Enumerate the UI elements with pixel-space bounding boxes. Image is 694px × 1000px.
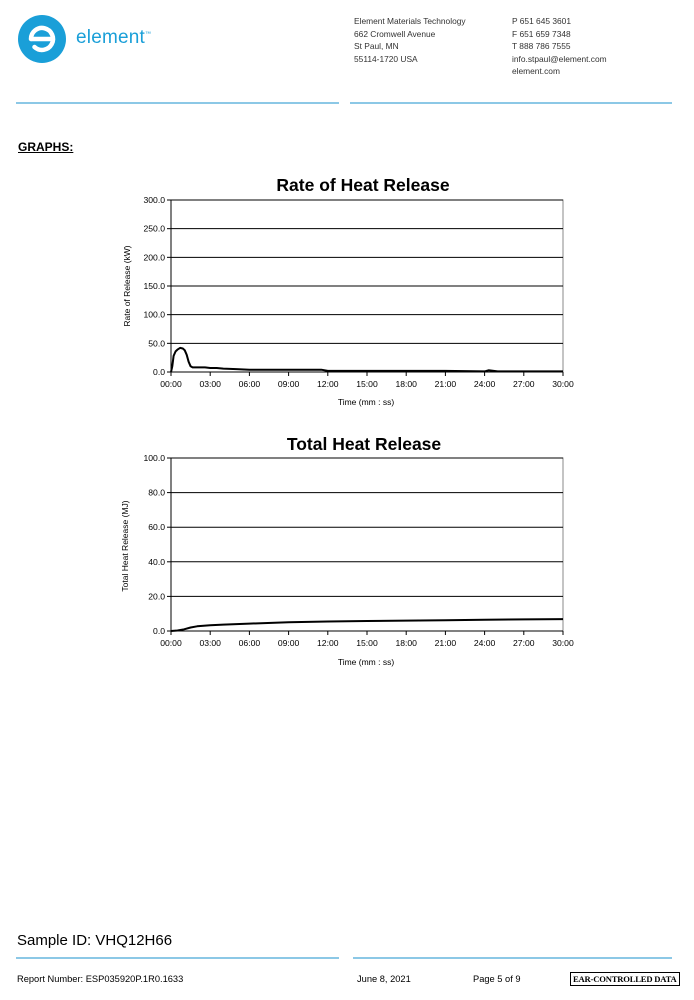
series-line <box>171 348 563 372</box>
x-tick-label: 30:00 <box>552 379 574 389</box>
x-tick-label: 27:00 <box>513 638 535 648</box>
y-tick-label: 200.0 <box>143 252 165 263</box>
header-rule-left <box>16 102 339 104</box>
report-number: Report Number: ESP035920P.1R0.1633 <box>17 974 184 984</box>
x-tick-label: 00:00 <box>160 379 182 389</box>
y-tick-label: 0.0 <box>153 626 165 636</box>
logo-wordmark <box>76 27 151 49</box>
address-line: Element Materials Technology <box>354 16 466 26</box>
total-heat-release-chart <box>0 420 694 680</box>
company-contact <box>512 15 607 78</box>
y-axis-label: Rate of Release (kW) <box>122 245 132 327</box>
ear-controlled-badge: EAR-CONTROLLED DATA <box>570 972 680 986</box>
x-axis-label: Time (mm : ss) <box>337 397 395 407</box>
section-title: GRAPHS: <box>18 140 74 154</box>
y-tick-label: 150.0 <box>143 281 165 291</box>
x-tick-label: 18:00 <box>395 638 417 648</box>
logo-tm: ™ <box>145 31 152 38</box>
y-tick-label: 300.0 <box>143 195 165 205</box>
rate-of-heat-release-chart <box>0 160 694 420</box>
footer-rule-right <box>353 957 672 959</box>
y-tick-label: 250.0 <box>143 223 165 234</box>
y-tick-label: 60.0 <box>148 522 165 533</box>
page-number: Page 5 of 9 <box>473 974 521 984</box>
x-tick-label: 03:00 <box>199 638 221 648</box>
contact-tollfree: T 888 786 7555 <box>512 41 571 52</box>
contact-phone: P 651 645 3601 <box>512 16 571 26</box>
y-tick-label: 20.0 <box>148 591 165 602</box>
x-tick-label: 18:00 <box>395 379 417 389</box>
header-rule-right <box>350 102 672 104</box>
chart-title: Rate of Heat Release <box>276 175 450 195</box>
x-tick-label: 24:00 <box>473 379 496 389</box>
address-line: 55114-1720 USA <box>354 53 418 64</box>
y-tick-label: 100.0 <box>143 309 165 320</box>
footer-rule-left <box>16 957 339 959</box>
plot-area <box>143 195 573 389</box>
x-tick-label: 15:00 <box>356 638 378 648</box>
x-tick-label: 15:00 <box>356 379 378 389</box>
x-tick-label: 12:00 <box>317 638 339 648</box>
plot-frame <box>171 458 563 631</box>
x-tick-label: 06:00 <box>238 638 261 648</box>
contact-email: info.stpaul@element.com <box>512 53 607 64</box>
y-tick-label: 50.0 <box>148 338 165 349</box>
company-address <box>354 15 466 65</box>
x-tick-label: 24:00 <box>473 638 496 648</box>
series-line <box>171 619 563 631</box>
x-tick-label: 30:00 <box>552 638 574 648</box>
x-tick-label: 21:00 <box>434 379 457 389</box>
y-tick-label: 80.0 <box>148 487 165 498</box>
address-line: St Paul, MN <box>354 41 399 52</box>
sample-id: Sample ID: VHQ12H66 <box>17 932 173 949</box>
y-tick-label: 0.0 <box>153 367 165 377</box>
chart-title: Total Heat Release <box>286 434 442 454</box>
plot-area <box>143 453 573 648</box>
x-tick-label: 03:00 <box>199 379 221 389</box>
x-axis-label: Time (mm : ss) <box>337 657 395 667</box>
x-tick-label: 06:00 <box>238 379 261 389</box>
x-tick-label: 09:00 <box>277 379 300 389</box>
x-tick-label: 00:00 <box>160 638 182 648</box>
contact-fax: F 651 659 7348 <box>512 28 571 39</box>
x-tick-label: 21:00 <box>434 638 457 648</box>
logo-text: element <box>76 27 145 48</box>
y-tick-label: 40.0 <box>148 556 165 567</box>
address-line: 662 Cromwell Avenue <box>354 28 436 39</box>
x-tick-label: 12:00 <box>317 379 339 389</box>
x-tick-label: 27:00 <box>513 379 535 389</box>
report-date: June 8, 2021 <box>357 974 411 984</box>
y-tick-label: 100.0 <box>143 453 165 463</box>
contact-website: element.com <box>512 66 560 77</box>
x-tick-label: 09:00 <box>277 638 300 648</box>
y-axis-label: Total Heat Release (MJ) <box>120 500 130 592</box>
